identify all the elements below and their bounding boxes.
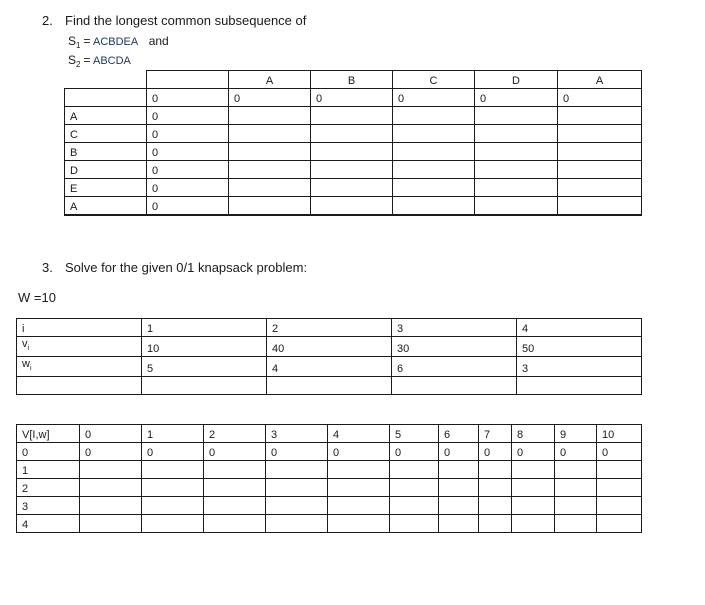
lcs-cell: 0 [147, 197, 229, 216]
dp-col-header: 4 [328, 425, 390, 443]
items-empty-cell [142, 377, 267, 395]
dp-col-header: 2 [204, 425, 266, 443]
items-cell: 4 [267, 357, 392, 377]
lcs-row [65, 197, 642, 216]
dp-row-label: 4 [17, 515, 80, 533]
dp-row [17, 461, 642, 479]
items-cell: 3 [392, 319, 517, 337]
dp-empty-cell [555, 497, 597, 515]
dp-col-header: 7 [479, 425, 512, 443]
dp-empty-cell [439, 497, 479, 515]
items-row-i [17, 319, 642, 337]
lcs-col-header: C [393, 71, 475, 89]
dp-empty-cell [439, 461, 479, 479]
dp-empty-cell [142, 461, 204, 479]
lcs-empty-cell [311, 161, 393, 179]
lcs-corner-2 [147, 71, 229, 89]
s1-and: and [148, 34, 169, 48]
question-2-number: 2. [42, 13, 53, 28]
lcs-empty-cell [475, 143, 558, 161]
lcs-row-label: A [65, 107, 147, 125]
dp-col-header: 3 [266, 425, 328, 443]
dp-empty-cell [512, 515, 555, 533]
items-cell: 5 [142, 357, 267, 377]
dp-cell: 0 [479, 443, 512, 461]
dp-empty-cell [479, 515, 512, 533]
lcs-cell: 0 [229, 89, 311, 107]
dp-cell: 0 [439, 443, 479, 461]
lcs-empty-cell [558, 179, 642, 197]
dp-empty-cell [266, 479, 328, 497]
items-cell: 3 [517, 357, 642, 377]
lcs-empty-cell [393, 125, 475, 143]
lcs-col-header: A [229, 71, 311, 89]
lcs-empty-cell [229, 197, 311, 216]
dp-empty-cell [555, 515, 597, 533]
dp-empty-cell [390, 515, 439, 533]
items-row-label [17, 337, 142, 357]
dp-empty-cell [390, 479, 439, 497]
dp-col-header: 6 [439, 425, 479, 443]
dp-row [17, 479, 642, 497]
lcs-empty-cell [229, 161, 311, 179]
lcs-empty-cell [393, 107, 475, 125]
dp-cell: 0 [512, 443, 555, 461]
dp-empty-cell [80, 479, 142, 497]
s2-value: ABCDA [93, 55, 131, 67]
lcs-empty-cell [558, 125, 642, 143]
items-row-label [17, 357, 142, 377]
lcs-empty-cell [393, 143, 475, 161]
dp-row-0 [17, 443, 642, 461]
dp-empty-cell [142, 479, 204, 497]
lcs-empty-cell [311, 197, 393, 216]
sequence-s1: $S_1$ = ACBDEA and [68, 34, 169, 51]
items-row-label: i [17, 319, 142, 337]
lcs-cell: 0 [393, 89, 475, 107]
lcs-empty-cell [475, 197, 558, 216]
lcs-header-row [65, 71, 642, 89]
dp-empty-cell [204, 497, 266, 515]
dp-empty-cell [390, 461, 439, 479]
dp-table [16, 424, 642, 533]
dp-empty-cell [204, 515, 266, 533]
dp-empty-cell [597, 461, 642, 479]
lcs-corner [65, 71, 147, 89]
items-cell: 30 [392, 337, 517, 357]
dp-empty-cell [439, 479, 479, 497]
items-cell: 10 [142, 337, 267, 357]
items-cell: 4 [517, 319, 642, 337]
dp-empty-cell [479, 479, 512, 497]
dp-empty-cell [390, 497, 439, 515]
s2-label: S [68, 53, 77, 67]
question-3-number: 3. [42, 260, 53, 275]
s1-value: ACBDEA [93, 36, 138, 48]
lcs-cell: 0 [147, 161, 229, 179]
dp-empty-cell [597, 515, 642, 533]
items-empty-cell [267, 377, 392, 395]
dp-cell: 0 [597, 443, 642, 461]
lcs-row-label: C [65, 125, 147, 143]
v-label: v [22, 338, 28, 350]
items-cell: 1 [142, 319, 267, 337]
dp-col-header: 5 [390, 425, 439, 443]
lcs-empty-cell [311, 107, 393, 125]
items-cell: 50 [517, 337, 642, 357]
dp-col-header: 8 [512, 425, 555, 443]
dp-empty-cell [555, 479, 597, 497]
lcs-row [65, 107, 642, 125]
dp-row-label: 2 [17, 479, 80, 497]
items-row-v [17, 337, 642, 357]
dp-empty-cell [266, 461, 328, 479]
lcs-cell: 0 [475, 89, 558, 107]
lcs-empty-cell [558, 161, 642, 179]
dp-cell: 0 [80, 443, 142, 461]
dp-empty-cell [512, 461, 555, 479]
sequence-s2: $S_2$ = ABCDA [68, 53, 131, 70]
question-2-text: Find the longest common subsequence of [65, 13, 307, 28]
dp-row-label: 1 [17, 461, 80, 479]
lcs-empty-cell [311, 125, 393, 143]
lcs-row-label: D [65, 161, 147, 179]
dp-cell: 0 [390, 443, 439, 461]
items-empty-cell [392, 377, 517, 395]
dp-empty-cell [142, 497, 204, 515]
lcs-row-label: E [65, 179, 147, 197]
dp-cell: 0 [555, 443, 597, 461]
dp-empty-cell [80, 515, 142, 533]
dp-col-header: 1 [142, 425, 204, 443]
dp-col-header: 10 [597, 425, 642, 443]
dp-empty-cell [80, 461, 142, 479]
lcs-cell: 0 [558, 89, 642, 107]
v-subscript: i [27, 345, 30, 353]
dp-empty-cell [266, 515, 328, 533]
dp-empty-cell [328, 515, 390, 533]
lcs-row [65, 179, 642, 197]
lcs-empty-cell [558, 143, 642, 161]
lcs-empty-cell [393, 179, 475, 197]
lcs-empty-cell [65, 89, 147, 107]
lcs-col-header: A [558, 71, 642, 89]
dp-empty-cell [512, 497, 555, 515]
lcs-empty-cell [393, 161, 475, 179]
dp-row-label: 3 [17, 497, 80, 515]
dp-empty-cell [142, 515, 204, 533]
dp-empty-cell [439, 515, 479, 533]
dp-row-label: 0 [17, 443, 80, 461]
lcs-row [65, 161, 642, 179]
lcs-empty-cell [475, 125, 558, 143]
dp-empty-cell [80, 497, 142, 515]
lcs-col-header: D [475, 71, 558, 89]
dp-empty-cell [266, 497, 328, 515]
dp-empty-cell [597, 479, 642, 497]
dp-empty-cell [597, 497, 642, 515]
lcs-zero-row [65, 89, 642, 107]
dp-cell: 0 [328, 443, 390, 461]
dp-empty-cell [479, 497, 512, 515]
items-empty-cell [517, 377, 642, 395]
items-row-w [17, 357, 642, 377]
lcs-cell: 0 [147, 107, 229, 125]
w-label: w [22, 358, 30, 371]
lcs-empty-cell [393, 197, 475, 216]
lcs-table [64, 70, 642, 216]
dp-corner-label: V[I,w] [17, 425, 80, 443]
dp-row [17, 497, 642, 515]
lcs-empty-cell [558, 197, 642, 216]
s1-label: S [68, 34, 77, 48]
lcs-cell: 0 [147, 179, 229, 197]
dp-empty-cell [328, 461, 390, 479]
lcs-empty-cell [475, 107, 558, 125]
dp-cell: 0 [142, 443, 204, 461]
lcs-row-label: A [65, 197, 147, 216]
lcs-empty-cell [229, 125, 311, 143]
lcs-empty-cell [475, 161, 558, 179]
question-3-text: Solve for the given 0/1 knapsack problem: [65, 260, 308, 275]
lcs-cell: 0 [147, 143, 229, 161]
lcs-empty-cell [558, 107, 642, 125]
dp-empty-cell [555, 461, 597, 479]
lcs-row [65, 125, 642, 143]
lcs-empty-cell [311, 179, 393, 197]
lcs-row [65, 143, 642, 161]
lcs-empty-cell [311, 143, 393, 161]
dp-empty-cell [204, 479, 266, 497]
items-table [16, 318, 642, 395]
lcs-empty-cell [229, 143, 311, 161]
dp-col-header: 9 [555, 425, 597, 443]
lcs-empty-cell [475, 179, 558, 197]
dp-empty-cell [328, 479, 390, 497]
dp-header-row [17, 425, 642, 443]
lcs-cell: 0 [147, 89, 229, 107]
s2-subscript: 2 [76, 60, 81, 70]
items-cell: 40 [267, 337, 392, 357]
lcs-empty-cell [229, 107, 311, 125]
items-empty-cell [17, 377, 142, 395]
dp-empty-cell [204, 461, 266, 479]
dp-cell: 0 [266, 443, 328, 461]
lcs-row-label: B [65, 143, 147, 161]
dp-empty-cell [512, 479, 555, 497]
items-cell: 2 [267, 319, 392, 337]
lcs-cell: 0 [311, 89, 393, 107]
dp-empty-cell [479, 461, 512, 479]
knapsack-capacity: W =10 [18, 290, 56, 305]
lcs-cell: 0 [147, 125, 229, 143]
dp-row [17, 515, 642, 533]
dp-cell: 0 [204, 443, 266, 461]
items-row-empty [17, 377, 642, 395]
w-subscript: i [29, 365, 32, 373]
lcs-empty-cell [229, 179, 311, 197]
dp-empty-cell [328, 497, 390, 515]
s1-subscript: 1 [76, 41, 81, 51]
items-cell: 6 [392, 357, 517, 377]
dp-col-header: 0 [80, 425, 142, 443]
lcs-col-header: B [311, 71, 393, 89]
